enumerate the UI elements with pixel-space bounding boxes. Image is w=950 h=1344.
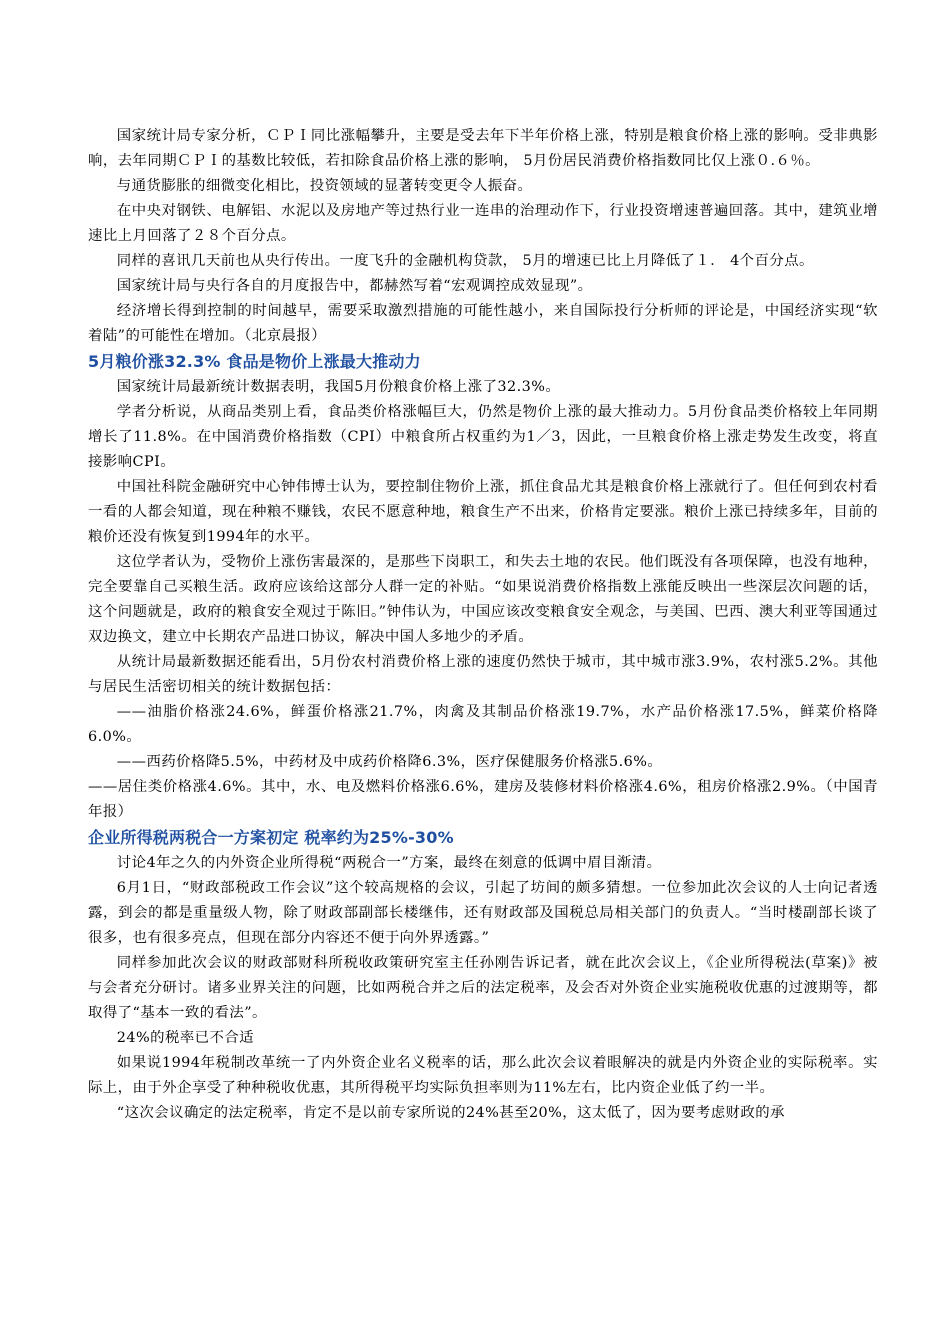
paragraph: 学者分析说，从商品类别上看，食品类价格涨幅巨大，仍然是物价上涨的最大推动力。5月份食品类价格较上年同期增长了11.8%。在中国消费价格指数（CPI）中粮食所占权重约为1／3，因此，一旦粮食价格上涨走势发生改变，将直接影响CPI。 <box>88 404 878 470</box>
paragraph: 国家统计局与央行各自的月度报告中，都赫然写着“宏观调控成效显现”。 <box>116 278 593 294</box>
paragraph: 国家统计局最新统计数据表明，我国5月份粮食价格上涨了32.3%。 <box>116 379 561 395</box>
list-item: ——油脂价格涨24.6%，鲜蛋价格涨21.7%，肉禽及其制品价格涨19.7%，水产品价格涨17.5%，鲜菜价格降6.0%。 <box>88 704 878 745</box>
paragraph: 从统计局最新数据还能看出，5月份农村消费价格上涨的速度仍然快于城市，其中城市涨3.9%，农村涨5.2%。其他与居民生活密切相关的统计数据包括： <box>88 654 878 695</box>
paragraph: 同样的喜讯几天前也从央行传出。一度飞升的金融机构贷款， 5月的增速已比上月降低了１． 4个百分点。 <box>116 253 814 269</box>
paragraph: 经济增长得到控制的时间越早，需要采取激烈措施的可能性越小，来自国际投行分析师的评论是，中国经济实现“软着陆”的可能性在增加。（北京晨报） <box>88 303 878 344</box>
section-heading: 5月粮价涨32.3% 食品是物价上涨最大推动力 <box>88 352 421 371</box>
subheading: 24%的税率已不合适 <box>116 1030 255 1046</box>
paragraph: 与通货膨胀的细微变化相比，投资领域的显著转变更令人振奋。 <box>116 178 533 194</box>
paragraph: 6月1日，“财政部税政工作会议”这个较高规格的会议，引起了坊间的颇多猜想。一位参加此次会议的人士向记者透露，到会的都是重量级人物，除了财政部副部长楼继伟，还有财政部及国税总局相关部门的负责人。“当时楼副部长谈了很多，也有很多亮点，但现在部分内容还不便于向外界透露。” <box>88 880 878 946</box>
paragraph: 如果说1994年税制改革统一了内外资企业名义税率的话，那么此次会议着眼解决的就是内外资企业的实际税率。实际上，由于外企享受了种种税收优惠，其所得税平均实际负担率则为11%左右，比内资企业低了约一半。 <box>88 1055 878 1096</box>
paragraph: “这次会议确定的法定税率，肯定不是以前专家所说的24%甚至20%，这太低了，因为要考虑财政的承 <box>116 1105 785 1121</box>
list-item: ——居住类价格涨4.6%。其中，水、电及燃料价格涨6.6%，建房及装修材料价格涨4.6%，租房价格涨2.9%。（中国青年报） <box>88 779 878 820</box>
paragraph: 在中央对钢铁、电解铝、水泥以及房地产等过热行业一连串的治理动作下，行业投资增速普遍回落。其中，建筑业增速比上月回落了２８个百分点。 <box>88 203 878 244</box>
paragraph: 这位学者认为，受物价上涨伤害最深的，是那些下岗职工，和失去土地的农民。他们既没有各项保障，也没有地种，完全要靠自己买粮生活。政府应该给这部分人群一定的补贴。“如果说消费价格指数上涨能反映出一些深层次问题的话，这个问题就是，政府的粮食安全观过于陈旧。”钟伟认为，中国应该改变粮食安全观念，与美国、巴西、澳大利亚等国通过双边换文，建立中长期农产品进口协议，解决中国人多地少的矛盾。 <box>88 554 878 645</box>
document-page <box>88 124 878 1126</box>
paragraph: 讨论4年之久的内外资企业所得税“两税合一”方案，最终在刻意的低调中眉目渐清。 <box>116 855 662 871</box>
paragraph: 同样参加此次会议的财政部财科所税收政策研究室主任孙刚告诉记者，就在此次会议上，《企业所得税法(草案)》被与会者充分研讨。诸多业界关注的问题，比如两税合并之后的法定税率，及会否对外资企业实施税收优惠的过渡期等，都取得了“基本一致的看法”。 <box>88 955 878 1021</box>
paragraph: 国家统计局专家分析，ＣＰＩ同比涨幅攀升，主要是受去年下半年价格上涨，特别是粮食价格上涨的影响。受非典影响，去年同期ＣＰＩ的基数比较低，若扣除食品价格上涨的影响， 5月份居民消费价格指数同比仅上涨０.６％。 <box>88 128 878 169</box>
list-item: ——西药价格降5.5%，中药材及中成药价格降6.3%，医疗保健服务价格涨5.6%。 <box>116 754 663 770</box>
paragraph: 中国社科院金融研究中心钟伟博士认为，要控制住物价上涨，抓住食品尤其是粮食价格上涨就行了。但任何到农村看一看的人都会知道，现在种粮不赚钱，农民不愿意种地，粮食生产不出来，价格肯定要涨。粮价上涨已持续多年，目前的粮价还没有恢复到1994年的水平。 <box>88 479 878 545</box>
section-heading: 企业所得税两税合一方案初定 税率约为25%-30% <box>88 828 454 847</box>
